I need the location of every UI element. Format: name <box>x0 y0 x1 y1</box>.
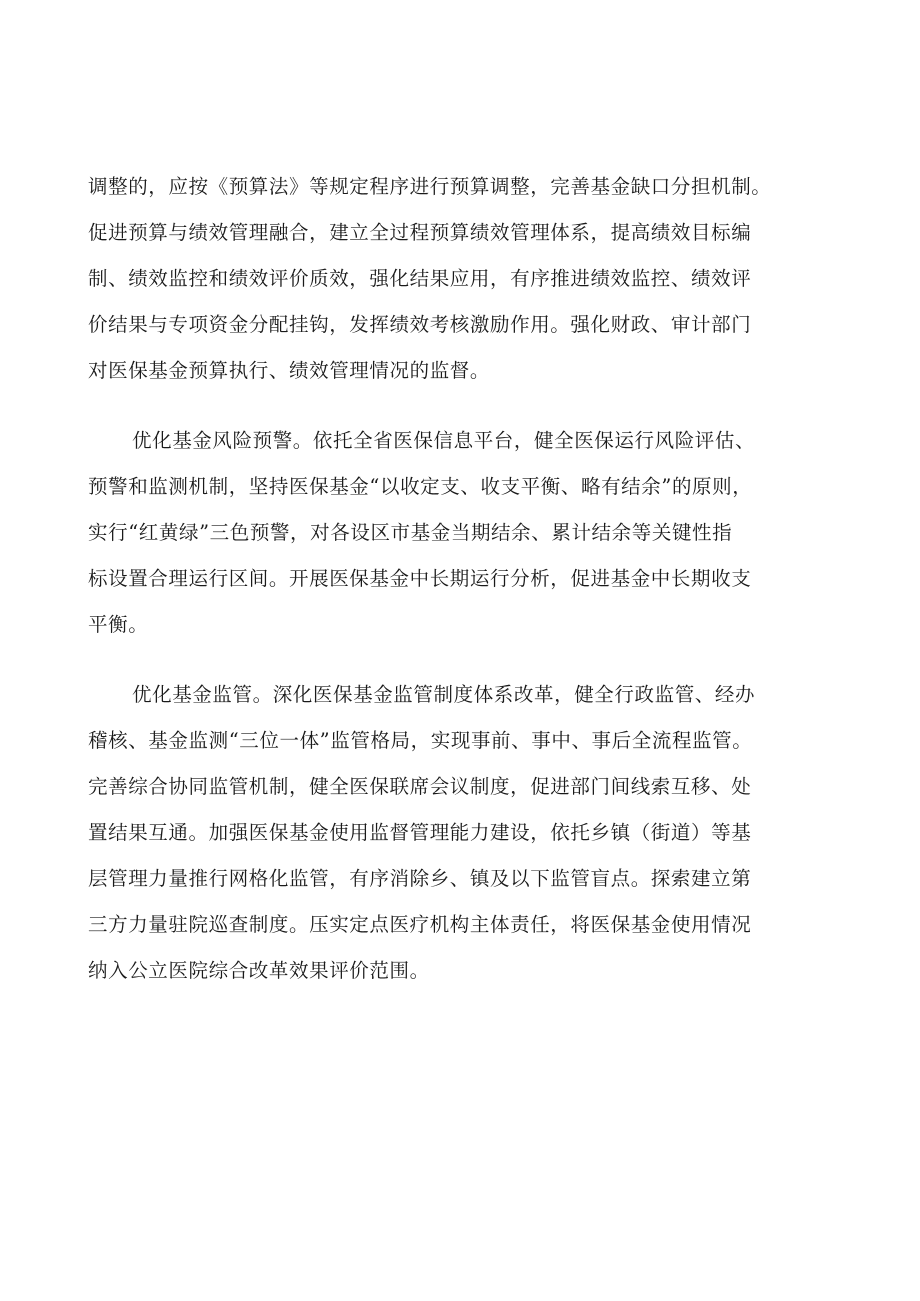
paragraph-budget-performance <box>88 164 868 394</box>
paragraph-line: 优化基金风险预警。依托全省医保信息平台，健全医保运行风险评估、 <box>132 429 756 452</box>
paragraph-line: 实行“红黄绿”三色预警，对各设区市基金当期结余、累计结余等关键性指 <box>88 521 733 544</box>
paragraph-line: 调整的，应按《预算法》等规定程序进行预算调整，完善基金缺口分担机制。 <box>88 175 772 198</box>
paragraph-line: 置结果互通。加强医保基金使用监督管理能力建设，依托乡镇（街道）等基 <box>88 821 752 844</box>
paragraph-line: 三方力量驻院巡查制度。压实定点医疗机构主体责任，将医保基金使用情况 <box>88 913 752 936</box>
paragraph-risk-warning <box>88 418 868 648</box>
paragraph-line: 纳入公立医院综合改革效果评价范围。 <box>88 959 430 982</box>
paragraph-line: 促进预算与绩效管理融合，建立全过程预算绩效管理体系，提高绩效目标编 <box>88 221 752 244</box>
paragraph-line: 价结果与专项资金分配挂钩，发挥绩效考核激励作用。强化财政、审计部门 <box>88 313 752 336</box>
paragraph-line: 标设置合理运行区间。开展医保基金中长期运行分析，促进基金中长期收支 <box>88 567 752 590</box>
paragraph-line: 优化基金监管。深化医保基金监管制度体系改革，健全行政监管、经办 <box>132 683 756 706</box>
paragraph-fund-supervision <box>88 672 868 994</box>
paragraph-line: 完善综合协同监管机制，健全医保联席会议制度，促进部门间线索互移、处 <box>88 775 752 798</box>
paragraph-line: 稽核、基金监测“三位一体”监管格局，实现事前、事中、事后全流程监管。 <box>88 729 753 752</box>
paragraph-line: 层管理力量推行网格化监管，有序消除乡、镇及以下监管盲点。探索建立第 <box>88 867 752 890</box>
paragraph-line: 对医保基金预算执行、绩效管理情况的监督。 <box>88 359 491 382</box>
paragraph-line: 制、绩效监控和绩效评价质效，强化结果应用，有序推进绩效监控、绩效评 <box>88 267 752 290</box>
paragraph-line: 平衡。 <box>88 613 149 636</box>
paragraph-line: 预警和监测机制，坚持医保基金“以收定支、收支平衡、略有结余”的原则， <box>88 475 753 498</box>
